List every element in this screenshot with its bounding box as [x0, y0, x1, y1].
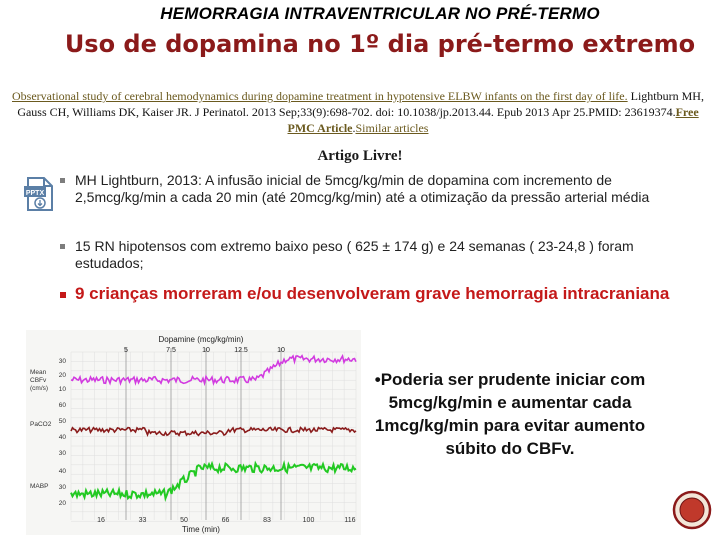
x-tick-label: 66 — [221, 517, 230, 524]
bullet-square — [60, 178, 65, 183]
series-label: (cm/s) — [30, 385, 49, 392]
y-tick-label: 30 — [58, 484, 66, 491]
pptx-file-icon[interactable] — [22, 176, 56, 212]
x-tick-label: 116 — [344, 517, 356, 524]
circular-logo-icon[interactable] — [672, 490, 712, 530]
y-tick-label: 30 — [58, 450, 66, 457]
series-label: CBFv — [30, 377, 47, 384]
bullet-text: 9 crianças morreram e/ou desenvolveram grave hemorragia intracraniana — [75, 284, 670, 303]
y-tick-label: 40 — [58, 468, 66, 475]
series-label: PaCO2 — [30, 421, 52, 428]
slide-title: Uso de dopamina no 1º dia pré-termo extremo — [64, 30, 696, 58]
y-tick-label: 40 — [58, 434, 66, 441]
article-title-link[interactable]: Observational study of cerebral hemodynamics during dopamine treatment in hypotensive ELBW infants on the first day of life. — [12, 89, 628, 103]
x-axis-label: Time (min) — [182, 525, 220, 534]
dopamine-step-label: 12.5 — [234, 347, 248, 354]
dopamine-step-label: 7.5 — [166, 347, 176, 354]
bullet-text: 15 RN hipotensos com extremo baixo peso ( 625 ± 174 g) e 24 semanas ( 23-24,8 ) foram estudados; — [75, 238, 634, 271]
dopamine-step-label: 10 — [277, 347, 285, 354]
y-tick-label: 20 — [58, 372, 66, 379]
citation-text: Lightburn MH, Gauss CH, Williams DK, Kaiser JR. J Perinatol. 2013 Sep;33(9):698-702. doi: 10.1038/jp.2013.44. Epub 2013 Apr 25.PMID: 23619374. — [17, 89, 704, 119]
hemodynamics-chart — [26, 330, 361, 535]
bullet-dosing — [60, 172, 700, 206]
y-tick-label: 10 — [58, 386, 66, 393]
bullet-population — [60, 238, 700, 272]
y-tick-label: 30 — [58, 358, 66, 365]
dopamine-step-label: 10 — [202, 347, 210, 354]
bullet-square — [60, 292, 66, 298]
dopamine-step-label: 5 — [124, 347, 128, 354]
bullet-outcome — [60, 284, 700, 304]
x-tick-label: 33 — [138, 517, 147, 524]
free-pmc-link[interactable]: Free PMC Article — [287, 105, 699, 135]
x-tick-label: 16 — [97, 517, 105, 524]
series-label: Mean — [30, 369, 47, 376]
separator: . — [352, 121, 356, 135]
chart-title: Dopamine (mcg/kg/min) — [158, 335, 244, 344]
y-tick-label: 60 — [58, 402, 66, 409]
bullet-square — [60, 244, 65, 249]
similar-articles-link[interactable]: Similar articles — [355, 121, 429, 135]
recommendation-note: •Poderia ser prudente iniciar com 5mcg/kg/min e aumentar cada 1mcg/kg/min para evitar aumento súbito do CBFv. — [374, 370, 646, 458]
x-tick-label: 50 — [180, 517, 188, 524]
y-tick-label: 50 — [58, 418, 66, 425]
header-title: HEMORRAGIA INTRAVENTRICULAR NO PRÉ-TERMO — [160, 4, 600, 23]
x-tick-label: 83 — [263, 517, 271, 524]
series-label: MABP — [30, 483, 49, 490]
bullet-text: MH Lightburn, 2013: A infusão inicial de 5mcg/kg/min de dopamina com incremento de 2,5mcg/kg/min a cada 20 min (até 20mcg/kg/min) até a otimização da pressão arterial média — [75, 172, 650, 205]
x-tick-label: 100 — [302, 517, 315, 524]
reference-block — [8, 88, 708, 136]
y-tick-label: 20 — [58, 500, 66, 507]
pptx-file-label: PPTX — [25, 190, 45, 197]
artigo-livre-label: Artigo Livre! — [317, 148, 403, 164]
